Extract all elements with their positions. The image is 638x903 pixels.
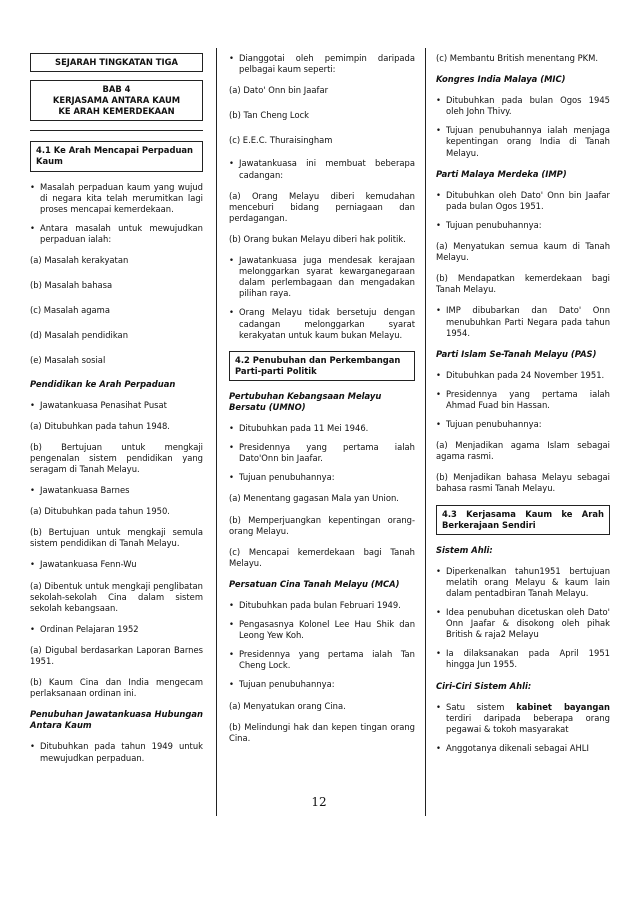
jpp-b: (b) Bertujuan untuk mengkaji pengenalan sistem pendidikan yang seragam di Tanah Melayu.: [30, 441, 203, 474]
chapter-box: [30, 80, 203, 121]
page-number: 12: [311, 795, 327, 809]
list-item: • Ditubuhkan oleh Dato' Onn bin Jaafar pada bulan Ogos 1951.: [436, 190, 610, 212]
list-item: • Ditubuhkan pada 24 November 1951.: [436, 370, 610, 381]
mic-heading: Kongres India Malaya (MIC): [436, 74, 566, 85]
list-item: • Ia dilaksanakan pada April 1951 hingga Jun 1955.: [436, 648, 610, 670]
list-item: • Presidennya yang pertama ialah Ahmad Fuad bin Hassan.: [436, 389, 610, 411]
chapter-title-line-2: KE ARAH KEMERDEKAAN: [58, 106, 175, 117]
fenn-a: (a) Dibentuk untuk mengkaji penglibatan sekolah-sekolah Cina dalam sistem sekolah kebangsaan.: [30, 580, 203, 613]
proposal-b: (b) Orang bukan Melayu diberi hak politik.: [229, 233, 406, 244]
list-item: [436, 702, 610, 735]
section-4-2-heading: 4.2 Penubuhan dan Perkembangan Parti-parti Politik: [229, 351, 415, 381]
list-item: • Dianggotai oleh pemimpin daripada pelbagai kaum seperti:: [229, 53, 415, 75]
pas-heading: Parti Islam Se-Tanah Melayu (PAS): [436, 348, 597, 359]
column-divider-2: [425, 48, 426, 816]
problem-item: (e) Masalah sosial: [30, 355, 106, 366]
mca-heading: Persatuan Cina Tanah Melayu (MCA): [229, 578, 400, 589]
umno-b: (b) Memperjuangkan kepentingan orang-orang Melayu.: [229, 514, 415, 536]
list-item: • Ditubuhkan pada bulan Februari 1949.: [229, 600, 415, 611]
list-item: • Jawatankuasa Fenn-Wu: [30, 559, 203, 570]
list-item: • IMP dibubarkan dan Dato' Onn menubuhkan Parti Negara pada tahun 1954.: [436, 305, 610, 338]
list-item: • Ditubuhkan pada tahun 1949 untuk mewujudkan perpaduan.: [30, 741, 203, 763]
imp-b: (b) Mendapatkan kemerdekaan bagi Tanah Melayu.: [436, 273, 610, 295]
problem-item: (a) Masalah kerakyatan: [30, 255, 129, 266]
member-item: (b) Tan Cheng Lock: [229, 110, 310, 121]
list-item: • Tujuan penubuhannya:: [229, 472, 415, 483]
divider: [30, 130, 203, 131]
problem-item: (d) Masalah pendidikan: [30, 330, 129, 341]
section-4-1-heading: 4.1 Ke Arah Mencapai Perpaduan Kaum: [30, 141, 203, 171]
jhak-heading: Penubuhan Jawatankuasa Hubungan Antara Kaum: [30, 709, 203, 731]
list-item: • Jawatankuasa Barnes: [30, 485, 203, 496]
umno-c: (c) Mencapai kemerdekaan bagi Tanah Melayu.: [229, 546, 415, 568]
problem-list: [30, 255, 203, 366]
imp-a: (a) Menyatukan semua kaum di Tanah Melayu.: [436, 241, 610, 263]
problem-item: (b) Masalah bahasa: [30, 280, 113, 291]
chapter-title-line-1: KERJASAMA ANTARA KAUM: [52, 95, 181, 106]
column-3: [436, 53, 610, 764]
list-item: • Diperkenalkan tahun1951 bertujuan melatih orang Melayu & kaum lain dalam pentadbiran Tanah Melayu.: [436, 566, 610, 599]
column-2: [229, 53, 415, 754]
list-item: • Idea penubuhan dicetuskan oleh Dato' Onn Jaafar & disokong oleh pihak British & raja2 Melayu: [436, 607, 610, 640]
list-item: • Ditubuhkan pada 11 Mei 1946.: [229, 423, 415, 434]
list-item: • Anggotanya dikenali sebagai AHLI: [436, 743, 610, 754]
column-divider-1: [216, 48, 217, 816]
mca-a: (a) Menyatukan orang Cina.: [229, 700, 346, 711]
list-item: • Presidennya yang pertama ialah Dato'Onn bin Jaafar.: [229, 442, 415, 464]
list-item: • Antara masalah untuk mewujudkan perpaduan ialah:: [30, 223, 203, 245]
list-item: • Presidennya yang pertama ialah Tan Cheng Lock.: [229, 649, 415, 671]
mca-c: (c) Membantu British menentang PKM.: [436, 53, 599, 63]
barnes-a: (a) Ditubuhkan pada tahun 1950.: [30, 506, 170, 517]
list-item: • Pengasasnya Kolonel Lee Hau Shik dan Leong Yew Koh.: [229, 619, 415, 641]
section-4-3-heading: 4.3 Kerjasama Kaum ke Arah Berkerajaan Sendiri: [436, 505, 610, 535]
member-item: (a) Dato' Onn bin Jaafar: [229, 85, 329, 96]
problem-item: (c) Masalah agama: [30, 305, 110, 316]
umno-heading: Pertubuhan Kebangsaan Melayu Bersatu (UMNO): [229, 390, 382, 412]
list-item: • Masalah perpaduan kaum yang wujud di negara kita telah merumitkan lagi proses mencapai kemerdekaan.: [30, 182, 203, 215]
pas-a: (a) Menjadikan agama Islam sebagai agama rasmi.: [436, 440, 610, 462]
list-item: • Tujuan penubuhannya:: [229, 679, 415, 690]
chapter-number: BAB 4: [102, 84, 131, 95]
intro-list: [30, 182, 203, 245]
list-item: • Orang Melayu tidak bersetuju dengan cadangan melonggarkan syarat kerakyatan untuk kaum bukan Melayu.: [229, 307, 415, 340]
pas-b: (b) Menjadikan bahasa Melayu sebagai bahasa rasmi Tanah Melayu.: [436, 472, 610, 494]
list-item: • Jawatankuasa Penasihat Pusat: [30, 400, 203, 411]
column-1: [30, 53, 203, 774]
ciri-heading: Ciri-Ciri Sistem Ahli:: [436, 680, 532, 691]
list-item: • Ordinan Pelajaran 1952: [30, 624, 203, 635]
list-item: • Tujuan penubuhannya ialah menjaga kepentingan orang India di Tanah Melayu.: [436, 125, 610, 158]
text-span: terdiri daripada beberapa orang pegawai & tokoh masyarakat: [446, 712, 610, 734]
ordinan-b: (b) Kaum Cina dan India mengecam perlaksanaan ordinan ini.: [30, 677, 203, 699]
text-span: Satu sistem: [446, 701, 517, 712]
member-item: (c) E.E.C. Thuraisingham: [229, 135, 333, 146]
bold-term: kabinet bayangan: [516, 701, 611, 712]
list-item: • Jawatankuasa ini membuat beberapa cadangan:: [229, 158, 415, 180]
education-heading: Pendidikan ke Arah Perpaduan: [30, 378, 176, 389]
list-item: • Tujuan penubuhannya:: [436, 220, 610, 231]
list-item: • Ditubuhkan pada bulan Ogos 1945 oleh John Thivy.: [436, 95, 610, 117]
jpp-a: (a) Ditubuhkan pada tahun 1948.: [30, 420, 170, 431]
imp-heading: Parti Malaya Merdeka (IMP): [436, 168, 567, 179]
list-item: • Tujuan penubuhannya:: [436, 419, 610, 430]
mca-b: (b) Melindungi hak dan kepen tingan orang Cina.: [229, 721, 415, 743]
ordinan-a: (a) Digubal berdasarkan Laporan Barnes 1951.: [30, 644, 203, 666]
umno-a: (a) Menentang gagasan Mala yan Union.: [229, 493, 399, 504]
proposal-a: (a) Orang Melayu diberi kemudahan menceburi bidang perniagaan dan perdagangan.: [229, 190, 415, 223]
sistem-ahli-heading: Sistem Ahli:: [436, 544, 493, 555]
barnes-b: (b) Bertujuan untuk mengkaji semula sistem pendidikan di Tanah Melayu.: [30, 527, 203, 549]
subject-box: SEJARAH TINGKATAN TIGA: [30, 53, 203, 72]
list-item: • Jawatankuasa juga mendesak kerajaan melonggarkan syarat kewarganegaraan dalam perlembagaan dan mengadakan pilihan raya.: [229, 255, 415, 299]
